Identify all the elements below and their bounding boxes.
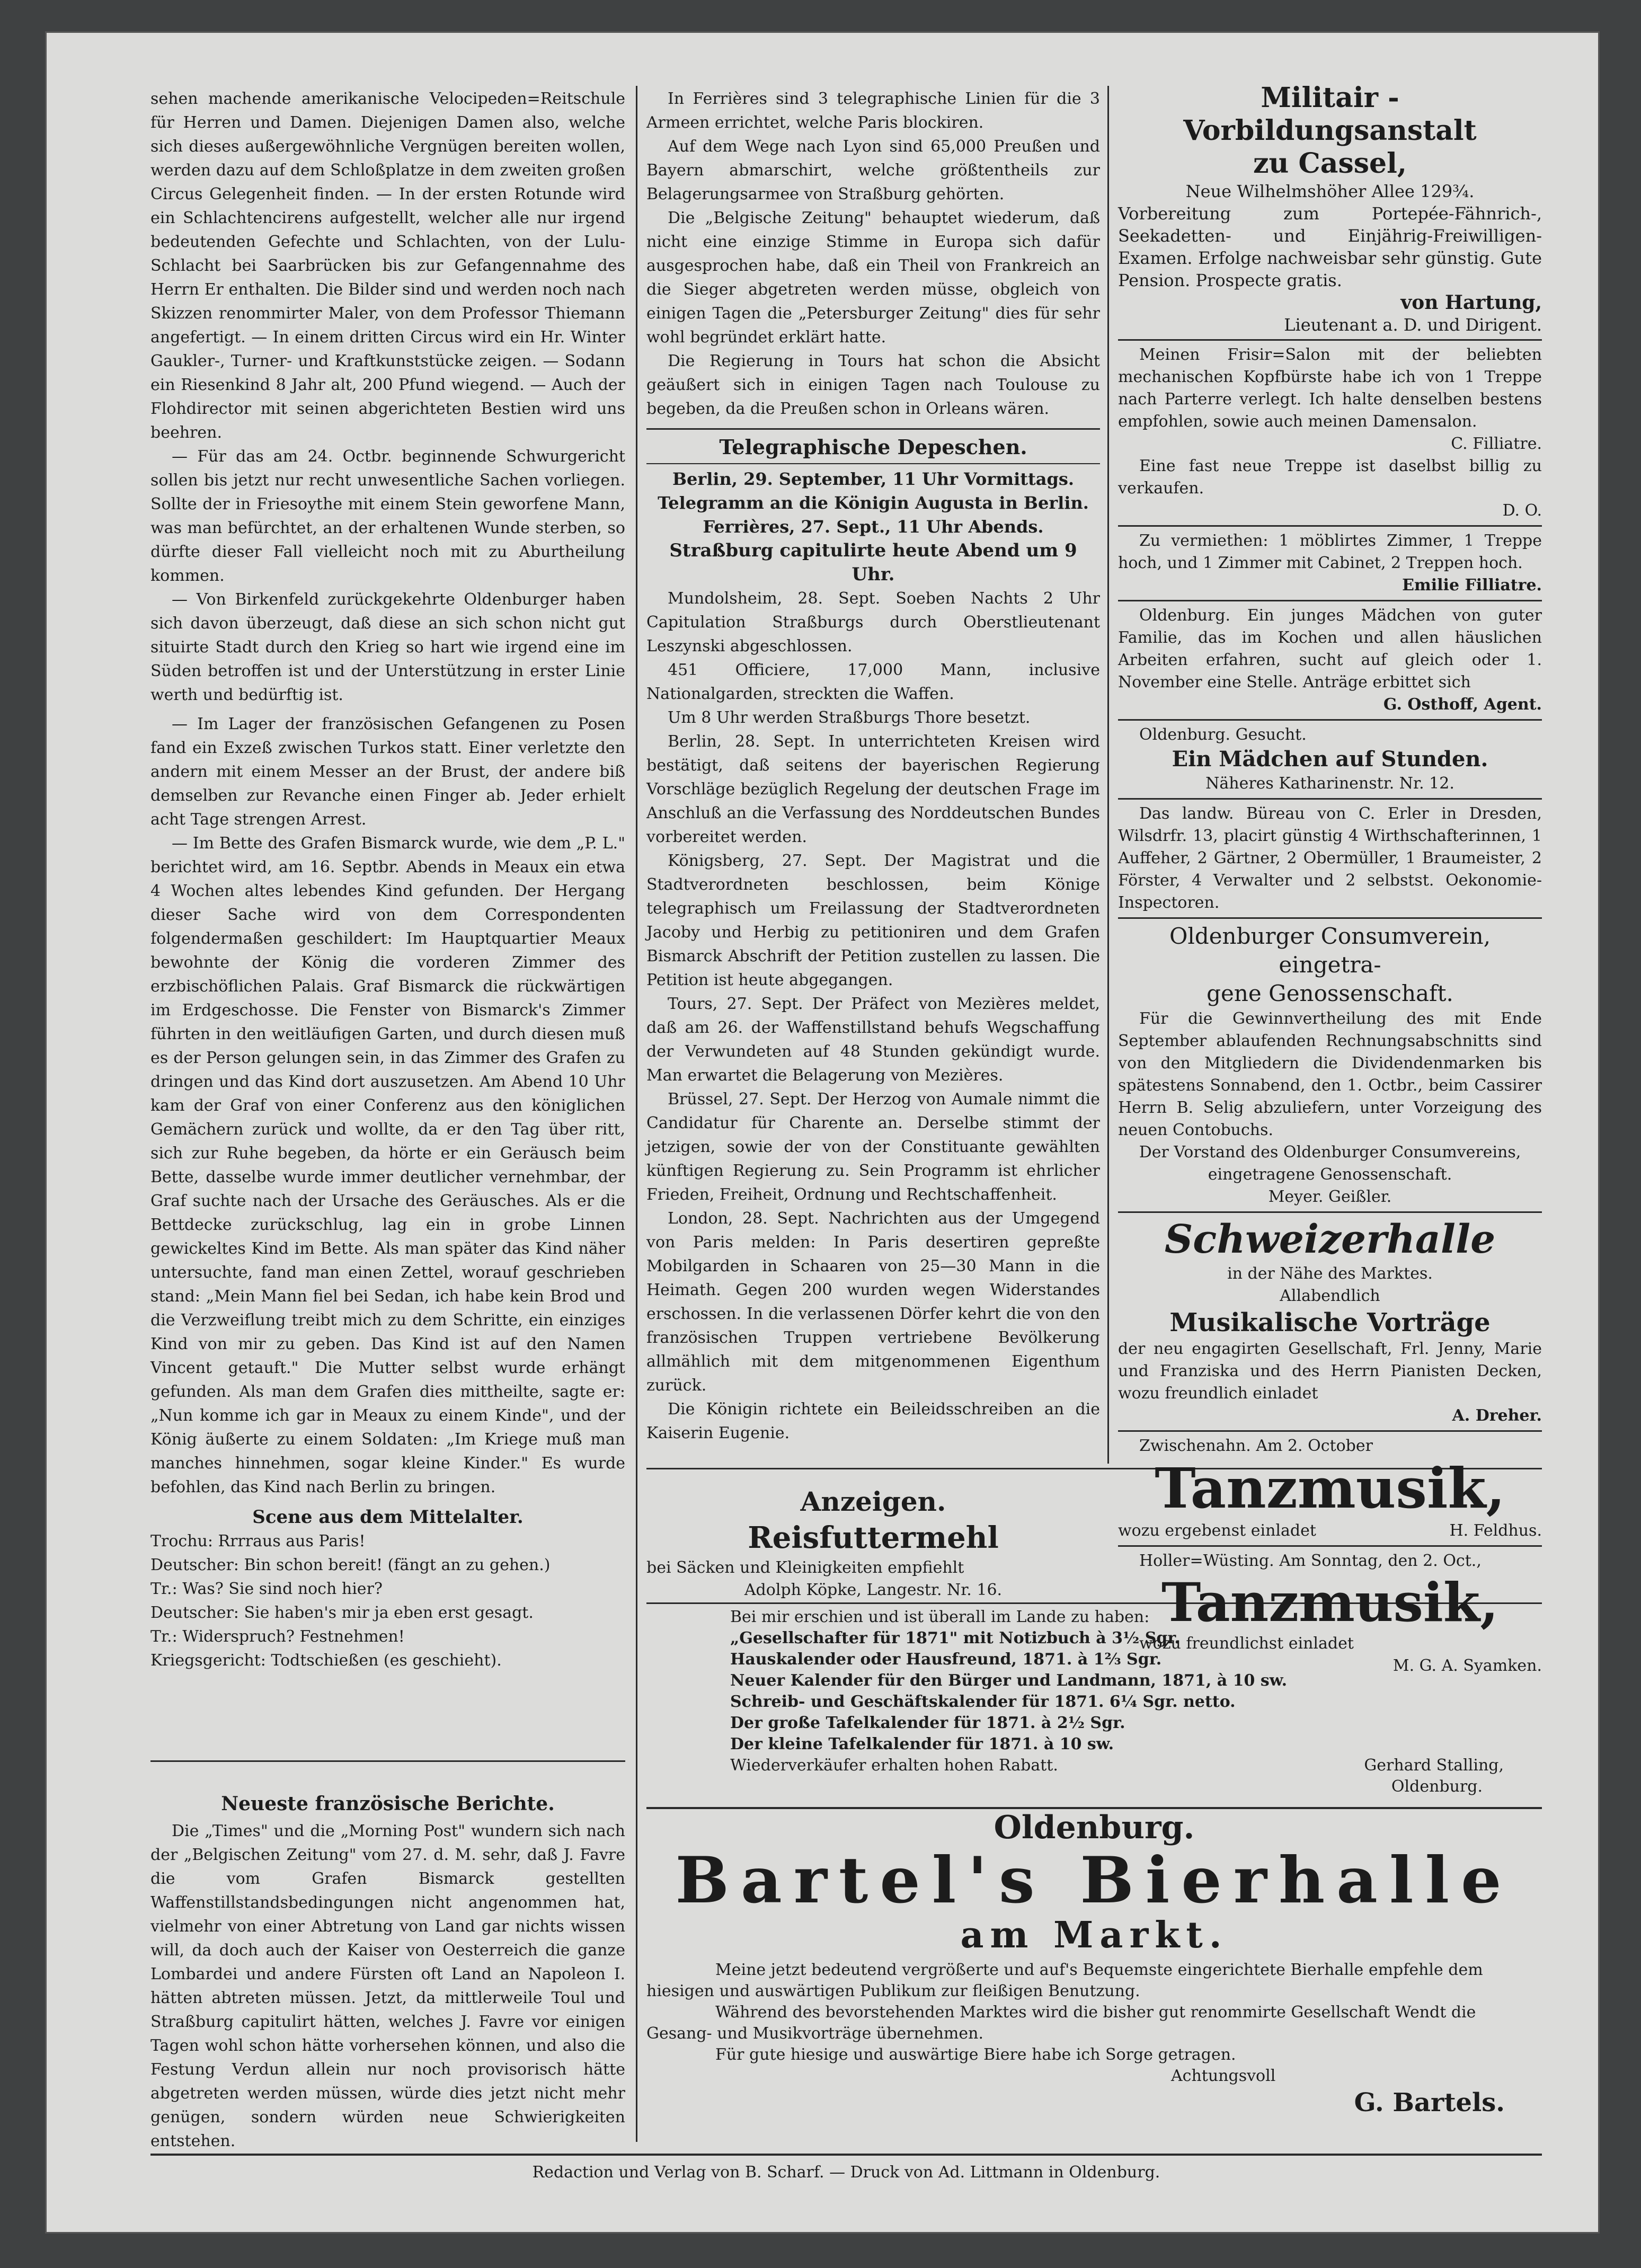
calendar-rabatt: Wiederverkäufer erhalten hohen Rabatt. bbox=[730, 1756, 1058, 1775]
consum-names: Meyer. Geißler. bbox=[1268, 1188, 1392, 1206]
neueste-text: Die „Times" und die „Morning Post" wundern sich nach der „Belgischen Zeitung" vom 27. d. M. sehr, daß J. Favre die vom Grafen Bismarck gestellten Waffenstillstandsbedingungen nicht angenommen hat, vielmehr von einer Abtretung von Land gar nichts wissen will, da doch auch der Kaiser von Oesterreich die ganze Lombardei und andere Fürsten oft Land an Napoleon I. hätten abtreten müssen. Jetzt, da mittlerweile Toul und Straßburg capitulirt hätten, welches J. Favre vor einigen Tagen wohl schon hätte vorhersehen können, und also die Festung Verdun allein nur noch provisorisch hätte abgetreten werden müssen, würde dies jetzt nicht mehr genügen, sondern würden neue Schwierigkeiten entstehen. bbox=[150, 1822, 625, 2150]
consum-text: Für die Gewinnvertheilung des mit Ende September ablaufenden Rechnungsabschnitts sind von den Mitgliedern die Dividendenmarken bis spätestens Sonnabend, den 1. Octbr., beim Cassirer Herrn B. Selig abzuliefern, unter Vorzeigung des neuen Contobuchs. bbox=[1118, 1009, 1542, 1139]
maedchen-agent: G. Osthoff, Agent. bbox=[1383, 695, 1542, 714]
middle-column bbox=[646, 87, 1100, 1445]
scene-line: Tr.: Widerspruch? Festnehmen! bbox=[150, 1627, 405, 1646]
telegraph-title: Telegraphische Depeschen. bbox=[719, 435, 1027, 459]
middle-para: Die „Belgische Zeitung" behauptet wiederum, daß nicht eine einzige Stimme in Europa sich dafür ausgesprochen habe, daß ein Theil von Frankreich an die Sieger abgetreten werden müsse, obgleich von einigen Tagen die „Petersburger Zeitung" dies für sehr wohl begründet erklärt hatte. bbox=[646, 209, 1100, 347]
bierhalle-ad bbox=[646, 1809, 1542, 2119]
calendar-item: Neuer Kalender für den Bürger und Landmann, 1871, à 10 sw. bbox=[730, 1671, 1288, 1690]
reisfuttermehl-line: bei Säcken und Kleinigkeiten empfiehlt bbox=[646, 1558, 964, 1577]
scene-line: Kriegsgericht: Todtschießen (es geschieht). bbox=[150, 1651, 502, 1670]
consum-board2: eingetragene Genossenschaft. bbox=[1208, 1165, 1452, 1184]
bureau-text: Das landw. Büreau von C. Erler in Dresden, Wilsdrfr. 13, placirt günstig 4 Wirthschafterinnen, 1 Auffeher, 2 Gärtner, 2 Obermüller, 1 Braumeister, 2 Förster, 4 Verwalter und 2 selbstst. Oekonomie-Inspectoren. bbox=[1118, 804, 1542, 912]
calendar-publisher: Gerhard Stalling, bbox=[1364, 1756, 1504, 1775]
militair-title: Militair - Vorbildungsanstalt bbox=[1183, 82, 1477, 147]
left-para-bismarck: — Im Bette des Grafen Bismarck wurde, wie dem „P. L." berichtet wird, am 16. Septbr. Abends in Meaux ein etwa 4 Wochen altes lebendes Kind gefunden. Der Hergang dieser Sache wird von dem Correspondenten folgendermaßen geschildert: Im Hauptquartier Meaux bewohnte der König die vorderen Zimmer des erzbischöflichen Palais. Graf Bismarck die rückwärtigen im Erdgeschosse. Die Fenster von Bismarck's Zimmer führten in den weitläufigen Garten, und durch diesen muß es der Person gelungen sein, in das Zimmer des Grafen zu dringen und das Kind dort auszusetzen. Am Abend 10 Uhr kam der Graf von einer Conferenz aus den königlichen Gemächern zurück und wollte, da er den Tag über ritt, sich zur Ruhe begeben, da hörte er ein Geräusch beim Bette, dasselbe wurde immer deutlicher vernehmbar, der Graf suchte nach der Ursache des Geräusches. Als er die Bettdecke zurückschlug, lag ein in grobe Linnen gewickeltes Kind im Bette. Als man später das Kind näher untersuchte, fand man einen Zettel, worauf geschrieben stand: „Mein Mann fiel bei Sedan, ich habe kein Brod und die Verzweiflung treibt mich zu dem Schritte, ein einziges Kind von mir zu geben. Das Kind ist auf den Namen Vincent getauft." Die Mutter selbst wurde erhängt gefunden. Als man dem Grafen dies mittheilte, sagte er: „Nun komme ich gar in Meaux zu einem Kinde", und der König äußerte zu einem Soldaten: „Im Kriege muß man manches hinnehmen, sogar kleine Kinder." Es wurde befohlen, das Kind nach Berlin zu bringen. bbox=[150, 834, 625, 1496]
dispatch: London, 28. Sept. Nachrichten aus der Umgegend von Paris melden: In Paris desertiren gepreßte Mobilgarden in Schaaren von 25—30 Mann in die Heimath. Gegen 200 wurden wegen Widerstandes erschossen. In die verlassenen Dörfer kehrt die von den französischen Truppen vertriebene Bevölkerung allmählich mit dem mitgenommenen Eigenthum zurück. bbox=[646, 1209, 1100, 1395]
telegraph-line: Telegramm an die Königin Augusta in Berlin. bbox=[658, 493, 1089, 513]
schweizerhalle-text: der neu engagirten Gesellschaft, Frl. Jenny, Marie und Franziska und des Herrn Pianisten Decken, wozu freundlich einladet bbox=[1118, 1340, 1542, 1403]
dispatch: Die Königin richtete ein Beileidsschreiben an die Kaiserin Eugenie. bbox=[646, 1400, 1100, 1442]
left-para-schwurgericht: — Für das am 24. Octbr. beginnende Schwurgericht sollen bis jetzt nur recht unwesentliche Sachen vorliegen. Sollte der in Friesoythe mit einem Stein geworfene Mann, was man befürchtet, an der erhaltenen Wunde sterben, so dürfte dieser Fall vielleicht noch mit zu Aburtheilung kommen. bbox=[150, 447, 625, 585]
neueste-title: Neueste französische Berichte. bbox=[221, 1793, 555, 1815]
calendar-place: Oldenburg. bbox=[1391, 1777, 1483, 1796]
consum-board: Der Vorstand des Oldenburger Consumvereins, bbox=[1139, 1143, 1521, 1162]
militair-text: Vorbereitung zum Portepée-Fähnrich-, Seekadetten- und Einjährig-Freiwilligen-Examen. Erfolge nachweisbar sehr günstig. Gute Pension. Prospecte gratis. bbox=[1118, 203, 1542, 290]
calendar-intro: Bei mir erschien und ist überall im Lande zu haben: bbox=[730, 1608, 1150, 1626]
calendar-item: Der kleine Tafelkalender für 1871. à 10 sw. bbox=[730, 1735, 1114, 1753]
calendar-item: Der große Tafelkalender für 1871. à 2½ Sgr. bbox=[730, 1714, 1125, 1732]
dispatch: Um 8 Uhr werden Straßburgs Thore besetzt. bbox=[668, 708, 1031, 727]
frisir-name: C. Filliatre. bbox=[1451, 435, 1542, 453]
schweizerhalle-line: in der Nähe des Marktes. bbox=[1227, 1264, 1433, 1283]
dispatch: Königsberg, 27. Sept. Der Magistrat und die Stadtverordneten beschlossen, beim Könige telegraphisch um Freilassung der Stadtverordneten Jacoby und Herbig zu petitioniren und dem Grafen Bismarck Abschrift der Petition zustellen zu lassen. Die Petition ist heute abgegangen. bbox=[646, 852, 1100, 989]
anzeigen-title: Anzeigen. bbox=[800, 1486, 946, 1517]
tanz2-invite: wozu freundlichst einladet bbox=[1139, 1634, 1354, 1653]
bierhalle-sub: am Markt. bbox=[960, 1914, 1228, 1956]
militair-role: Lieutenant a. D. und Dirigent. bbox=[1284, 315, 1542, 335]
tanz1-invite: wozu ergebenst einladet bbox=[1118, 1521, 1316, 1540]
frisir-sign: D. O. bbox=[1502, 501, 1542, 520]
scene-line: Trochu: Rrrraus aus Paris! bbox=[150, 1532, 366, 1551]
column-rule-right bbox=[1107, 86, 1109, 1464]
bierhalle-city: Oldenburg. bbox=[994, 1809, 1195, 1846]
bierhalle-text: Meine jetzt bedeutend vergrößerte und auf's Bequemste eingerichtete Bierhalle empfehle dem hiesigen und auswärtigen Publikum zur fleißigen Benutzung. bbox=[646, 1961, 1483, 2000]
schweizerhalle-name: A. Dreher. bbox=[1452, 1406, 1542, 1425]
bierhalle-closing: Achtungsvoll bbox=[1171, 2067, 1276, 2085]
right-column bbox=[1118, 82, 1542, 1677]
tanz2-title: Tanzmusik, bbox=[1161, 1571, 1499, 1634]
middle-para: Die Regierung in Tours hat schon die Absicht geäußert sich in einigen Tagen nach Toulouse zu begeben, da die Preußen schon in Orleans wären. bbox=[646, 352, 1100, 418]
frisir-text: Meinen Frisir=Salon mit der beliebten mechanischen Kopfbürste habe ich von 1 Treppe nach Parterre verlegt. Ich halte denselben bestens empfohlen, sowie auch meinen Damensalon. bbox=[1118, 345, 1542, 431]
scene-line: Tr.: Was? Sie sind noch hier? bbox=[150, 1580, 383, 1598]
schweizerhalle-title2: Musikalische Vorträge bbox=[1169, 1308, 1491, 1337]
anzeigen-block bbox=[646, 1485, 1100, 1601]
bierhalle-text: Während des bevorstehenden Marktes wird die bisher gut renommirte Gesellschaft Wendt die Gesang- und Musikvorträge übernehmen. bbox=[646, 2003, 1476, 2043]
frisir-note: Eine fast neue Treppe ist daselbst billig zu verkaufen. bbox=[1118, 457, 1542, 498]
gesucht-title: Ein Mädchen auf Stunden. bbox=[1172, 747, 1488, 772]
left-para-1: sehen machende amerikanische Velocipeden=Reitschule für Herren und Damen. Diejenigen Damen also, welche sich dieses außergewöhnliche Vergnügen bereiten wollen, werden dazu auf dem Schloßplatze in dem zweiten großen Circus Gelegenheit finden. — In der ersten Rotunde wird ein Schlachtencirens aufgestellt, welcher alle nur irgend bedeutenden Gefechte und Schlachten, von der Lulu-Schlacht bei Saarbrücken bis zur Gefangennahme des Herrn Er enthalten. Die Bilder sind und werden noch nach Skizzen renommirter Maler, von dem Professor Thiemann angefertigt. — In einem dritten Circus wird ein Hr. Winter Gaukler-, Turner- und Kraftkunststücke zeigen. — Sodann ein Riesenkind 8 Jahr alt, 200 Pfund wiegend. — Auch der Flohdirector mit seinen abgerichteten Bestien wird uns beehren. bbox=[150, 90, 625, 442]
telegraph-line: Ferrières, 27. Sept., 11 Uhr Abends. bbox=[703, 517, 1044, 537]
scene-title: Scene aus dem Mittelalter. bbox=[252, 1507, 524, 1528]
gesucht-address: Näheres Katharinenstr. Nr. 12. bbox=[1205, 774, 1454, 793]
tanz1-line: Zwischenahn. Am 2. October bbox=[1139, 1437, 1373, 1455]
schweizerhalle-line2: Allabendlich bbox=[1280, 1287, 1380, 1305]
dispatch: Brüssel, 27. Sept. Der Herzog von Aumale nimmt die Candidatur für Charente an. Derselbe stimmt der jetzigen, sowie der von der Constituante gewählten künftigen Regierung zu. Sein Programm ist ehrlicher Frieden, Freiheit, Ordnung und Rechtschaffenheit. bbox=[646, 1090, 1100, 1204]
schweizerhalle-title: Schweizerhalle bbox=[1164, 1217, 1496, 1262]
calendar-item: Hauskalender oder Hausfreund, 1871. à 1⅔ Sgr. bbox=[730, 1650, 1162, 1669]
scene-line: Deutscher: Bin schon bereit! (fängt an zu gehen.) bbox=[150, 1556, 551, 1574]
footer-imprint: Redaction und Verlag von B. Scharf. — Druck von Ad. Littmann in Oldenburg. bbox=[532, 2163, 1160, 2182]
vermiethen-name: Emilie Filliatre. bbox=[1402, 576, 1542, 595]
dispatch: Tours, 27. Sept. Der Präfect von Mezières meldet, daß am 26. der Waffenstillstand behufs Wegschaffung der Verwundeten auf 48 Stunden gekündigt wurde. Man erwartet die Belagerung von Mezières. bbox=[646, 995, 1100, 1085]
tanz1-title: Tanzmusik, bbox=[1155, 1456, 1505, 1521]
dispatch: Berlin, 28. Sept. In unterrichteten Kreisen wird bestätigt, daß seitens der bayerischen Regierung Vorschläge bezüglich Regelung der deutschen Frage im Anschluß an die Verfassung des Norddeutschen Bundes vorbereitet werden. bbox=[646, 732, 1100, 846]
militair-address: Neue Wilhelmshöher Allee 129¾. bbox=[1185, 181, 1475, 201]
left-para-posen: — Im Lager der französischen Gefangenen zu Posen fand ein Exzeß zwischen Turkos statt. Einer verletzte den andern mit einem Messer an der Brust, der andere biß demselben zur Revanche einen Finger ab. Jeder erhielt acht Tage strengen Arrest. bbox=[150, 715, 625, 829]
dispatch: Mundolsheim, 28. Sept. Soeben Nachts 2 Uhr Capitulation Straßburgs durch Oberstlieutenant Leszynski abgeschlossen. bbox=[646, 589, 1100, 655]
newspaper-page bbox=[47, 33, 1598, 2232]
vermiethen-text: Zu vermiethen: 1 möblirtes Zimmer, 1 Treppe hoch, und 1 Zimmer mit Cabinet, 2 Treppen hoch. bbox=[1118, 531, 1542, 572]
telegraph-line: Straßburg capitulirte heute Abend um 9 Uhr. bbox=[669, 540, 1077, 585]
neueste-section bbox=[150, 1792, 625, 2153]
bierhalle-signature: G. Bartels. bbox=[1354, 2088, 1505, 2118]
middle-para: Auf dem Wege nach Lyon sind 65,000 Preußen und Bayern abmarschirt, welche größtentheils zur Belagerungsarmee von Straßburg gehörten. bbox=[646, 137, 1100, 203]
consum-title2: gene Genossenschaft. bbox=[1207, 980, 1453, 1006]
tanz1-name: H. Feldhus. bbox=[1449, 1521, 1542, 1540]
consum-title: Oldenburger Consumverein, eingetra- bbox=[1169, 923, 1491, 978]
calendar-item: „Gesellschafter für 1871" mit Notizbuch à 3½ Sgr. bbox=[730, 1629, 1180, 1647]
left-para-birkenfeld: — Von Birkenfeld zurückgekehrte Oldenburger haben sich davon überzeugt, daß diese an sich schon nicht gut situirte Stadt durch den Krieg so hart wie irgend eine im Süden betroffen ist und der Unterstützung in erster Linie werth und bedürftig ist. bbox=[150, 590, 625, 704]
footer-rule bbox=[150, 2154, 1542, 2156]
reisfuttermehl-title: Reisfuttermehl bbox=[748, 1520, 999, 1555]
tanz2-line: Holler=Wüsting. Am Sonntag, den 2. Oct., bbox=[1139, 1552, 1482, 1570]
scene-line: Deutscher: Sie haben's mir ja eben erst gesagt. bbox=[150, 1603, 534, 1622]
militair-title2: zu Cassel, bbox=[1253, 147, 1407, 180]
dispatch: 451 Officiere, 17,000 Mann, inclusive Nationalgarden, streckten die Waffen. bbox=[646, 661, 1100, 703]
left-divider bbox=[150, 1760, 625, 1762]
maedchen-text: Oldenburg. Ein junges Mädchen von guter Familie, das im Kochen und allen häuslichen Arbeiten erfahren, sucht auf gleich oder 1. November eine Stelle. Anträge erbittet sich bbox=[1118, 606, 1542, 692]
middle-para: In Ferrières sind 3 telegraphische Linien für die 3 Armeen errichtet, welche Paris blockiren. bbox=[646, 90, 1100, 132]
telegraph-line: Berlin, 29. September, 11 Uhr Vormittags. bbox=[672, 469, 1075, 489]
left-column bbox=[150, 87, 625, 1672]
column-rule-left bbox=[636, 86, 637, 2142]
gesucht-line: Oldenburg. Gesucht. bbox=[1139, 725, 1307, 744]
tanz2-name: M. G. A. Syamken. bbox=[1392, 1656, 1542, 1675]
calendar-item: Schreib- und Geschäftskalender für 1871. 6¼ Sgr. netto. bbox=[730, 1693, 1236, 1711]
bierhalle-text: Für gute hiesige und auswärtige Biere habe ich Sorge getragen. bbox=[715, 2045, 1236, 2064]
militair-name: von Hartung, bbox=[1400, 291, 1542, 314]
bierhalle-name: Bartel's Bierhalle bbox=[675, 1843, 1513, 1918]
reisfuttermehl-seller: Adolph Köpke, Langestr. Nr. 16. bbox=[744, 1581, 1003, 1599]
